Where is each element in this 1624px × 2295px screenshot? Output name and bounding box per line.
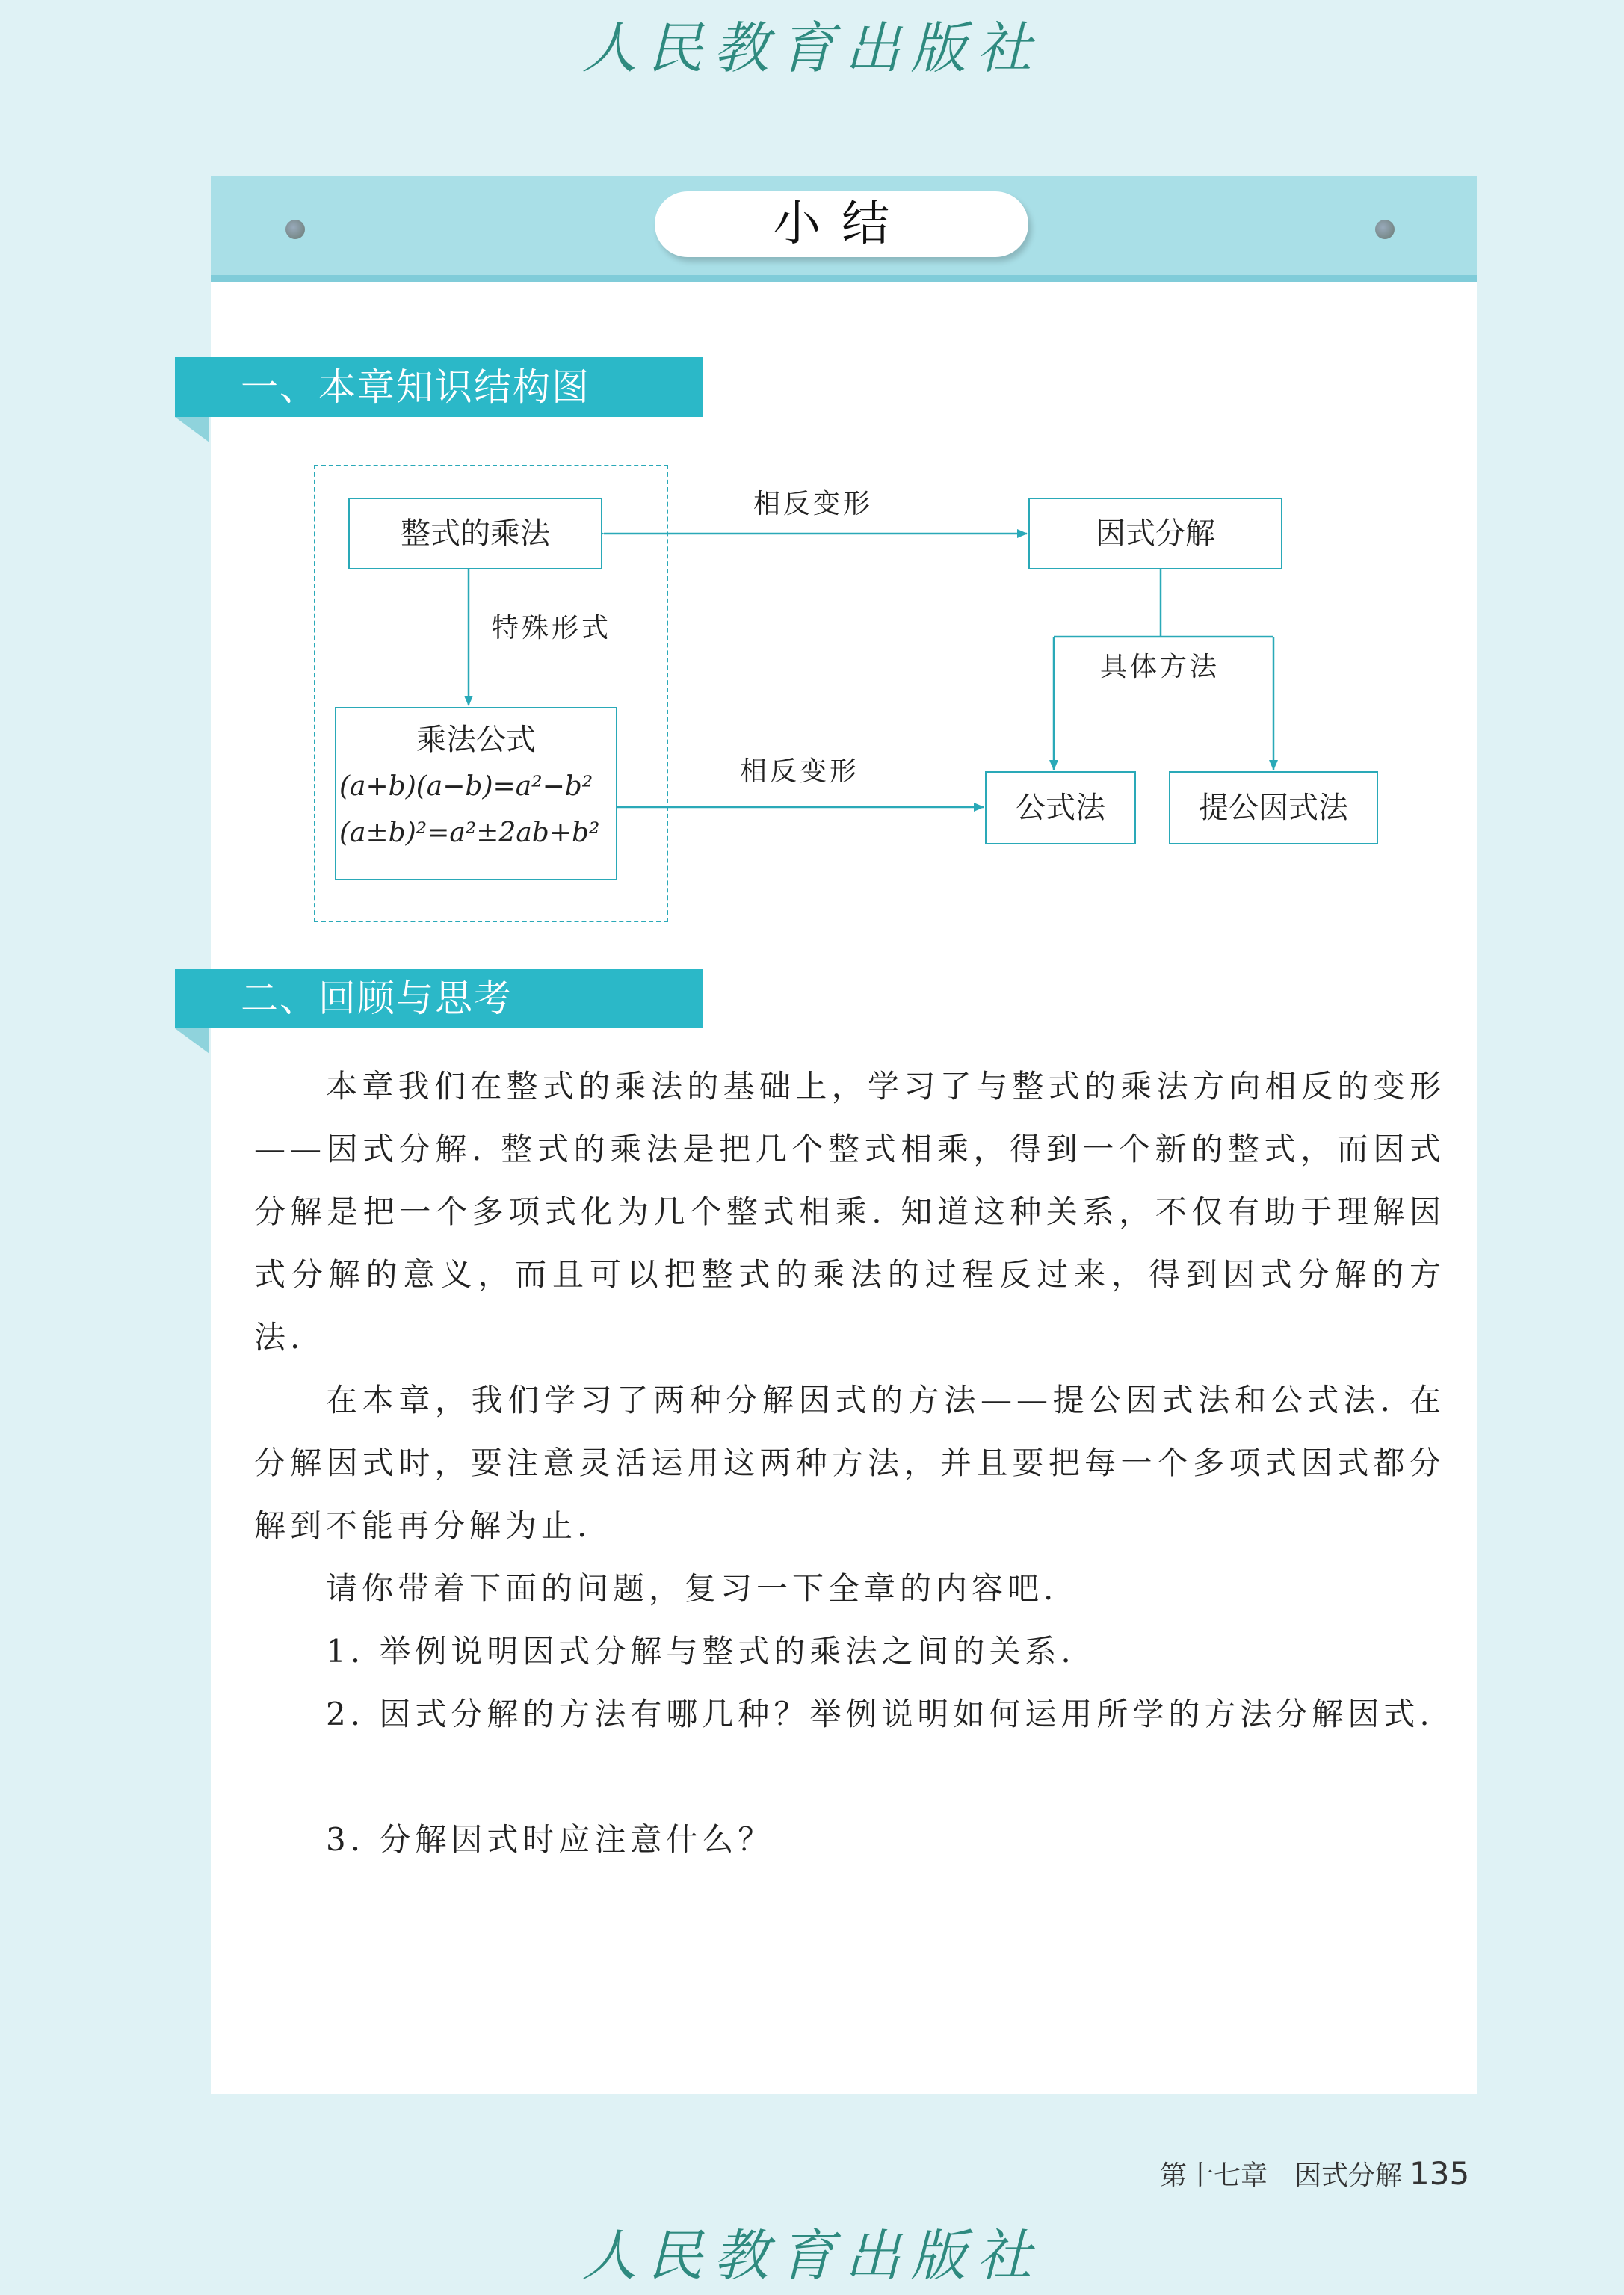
page-number: 135 [1410,2155,1470,2192]
label-inverse-transform-top: 相反变形 [753,489,874,519]
box-common-factor-method: 提公因式法 [1169,771,1378,844]
formula-perfect-square: (a±b)²=a²±2ab+b² [339,818,600,848]
question-2: 2. 因式分解的方法有哪几种？举例说明如何运用所学的方法分解因式. [326,1696,1434,1732]
section-heading-structure: 一、本章知识结构图 [175,357,703,417]
question-3: 3. 分解因式时应注意什么？ [326,1821,774,1858]
review-prompt: 请你带着下面的问题，复习一下全章的内容吧. [326,1570,1058,1607]
box-factorization: 因式分解 [1028,498,1282,569]
label-specific-methods: 具体方法 [1096,646,1224,684]
section-heading-review: 二、回顾与思考 [175,969,703,1028]
formula-difference-of-squares: (a+b)(a−b)=a²−b² [339,771,593,802]
box-polynomial-multiplication: 整式的乘法 [348,498,602,569]
publisher-logo-bottom: 人民教育出版社 [581,2224,1043,2288]
page-footer [1160,2155,1469,2193]
formula-box-title: 乘法公式 [416,723,536,757]
page-title: 小结 [655,191,1028,257]
review-paragraph-1: 本章我们在整式的乘法的基础上，学习了与整式的乘法方向相反的变形——因式分解. 整式的乘法是把几个整式相乘，得到一个新的整式，而因式分解是把一个多项式化为几个整式相乘. 知道这种关系，不仅有助于理解因式分解的意义，而且可以把整式的乘法的过程反过来，得到因式分解的方法. [254,1068,1445,1356]
question-1: 1. 举例说明因式分解与整式的乘法之间的关系. [326,1633,1075,1669]
box-formula-method: 公式法 [985,771,1136,844]
footer-chapter: 第十七章 因式分解 [1160,2160,1403,2191]
label-inverse-transform-bottom: 相反变形 [740,756,860,787]
publisher-logo-top: 人民教育出版社 [581,16,1043,81]
review-paragraph-2: 在本章，我们学习了两种分解因式的方法——提公因式法和公式法. 在分解因式时，要注意灵活运用这两种方法，并且要把每一个多项式因式都分解到不能再分解为止. [254,1382,1445,1544]
label-special-form: 特殊形式 [492,613,612,643]
